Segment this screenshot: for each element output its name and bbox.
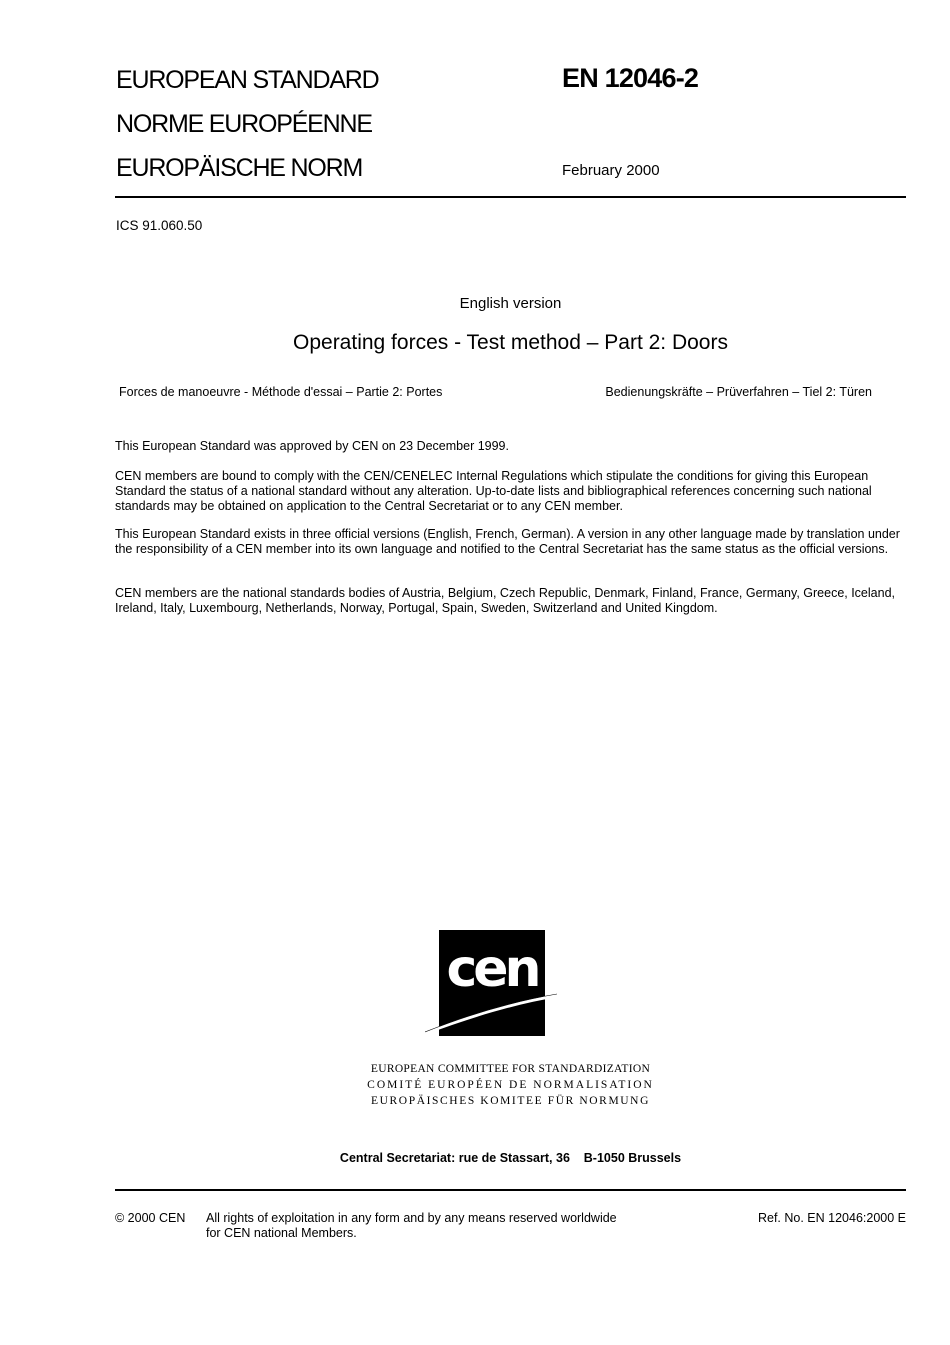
committee-name-en: EUROPEAN COMMITTEE FOR STANDARDIZATION (370, 1063, 651, 1075)
document-number: EN 12046-2 (562, 63, 699, 93)
footer-divider (115, 1189, 906, 1191)
document-title-de: Bedienungskräfte – Prüverfahren – Tiel 2: Türen (605, 385, 872, 399)
regulations-paragraph: CEN members are bound to comply with the CEN/CENELEC Internal Regulations which stipulate the conditions for giving this European Standard the status of a national standard without any alteration. Up-to-date lists and bibliographical references concerning such national standards may be obtained on application to the Central Secretariat or to any CEN member. (115, 469, 872, 513)
version-label: English version (459, 295, 562, 312)
committee-name-fr: COMITÉ EUROPÉEN DE NORMALISATION (367, 1079, 654, 1091)
copyright-notice: © 2000 CEN (115, 1211, 186, 1225)
approval-paragraph: This European Standard was approved by CEN on 23 December 1999. (115, 439, 509, 453)
standard-name-fr: NORME EUROPÉENNE (116, 110, 372, 138)
versions-paragraph: This European Standard exists in three official versions (English, French, German). A version in any other language made by translation under the responsibility of a CEN member into its own language and notified to the Central Secretariat has the same status as the official versions. (115, 527, 900, 556)
standard-name-de: EUROPÄISCHE NORM (116, 154, 363, 182)
standard-name-en: EUROPEAN STANDARD (116, 66, 379, 94)
cen-logo-text: cen (446, 939, 538, 999)
document-date: February 2000 (562, 162, 660, 179)
header-divider (115, 196, 906, 198)
ics-code: ICS 91.060.50 (116, 218, 203, 233)
cen-logo-icon (425, 930, 560, 1038)
document-title-fr: Forces de manoeuvre - Méthode d'essai – Partie 2: Portes (119, 385, 443, 399)
secretariat-address: Central Secretariat: rue de Stassart, 36 B-1050 Brussels (339, 1151, 682, 1165)
reference-number: Ref. No. EN 12046:2000 E (757, 1211, 906, 1225)
members-paragraph: CEN members are the national standards bodies of Austria, Belgium, Czech Republic, Denmark, Finland, France, Germany, Greece, Iceland, Ireland, Italy, Luxembourg, Netherlands, Norway, Portugal, Spain, Sweden, Switzerland and United Kingdom. (115, 586, 895, 615)
rights-notice: All rights of exploitation in any form and by any means reserved worldwide for CEN national Members. (206, 1211, 617, 1240)
committee-name-de: EUROPÄISCHES KOMITEE FÜR NORMUNG (371, 1095, 650, 1107)
document-title: Operating forces - Test method – Part 2: Doors (293, 331, 728, 354)
